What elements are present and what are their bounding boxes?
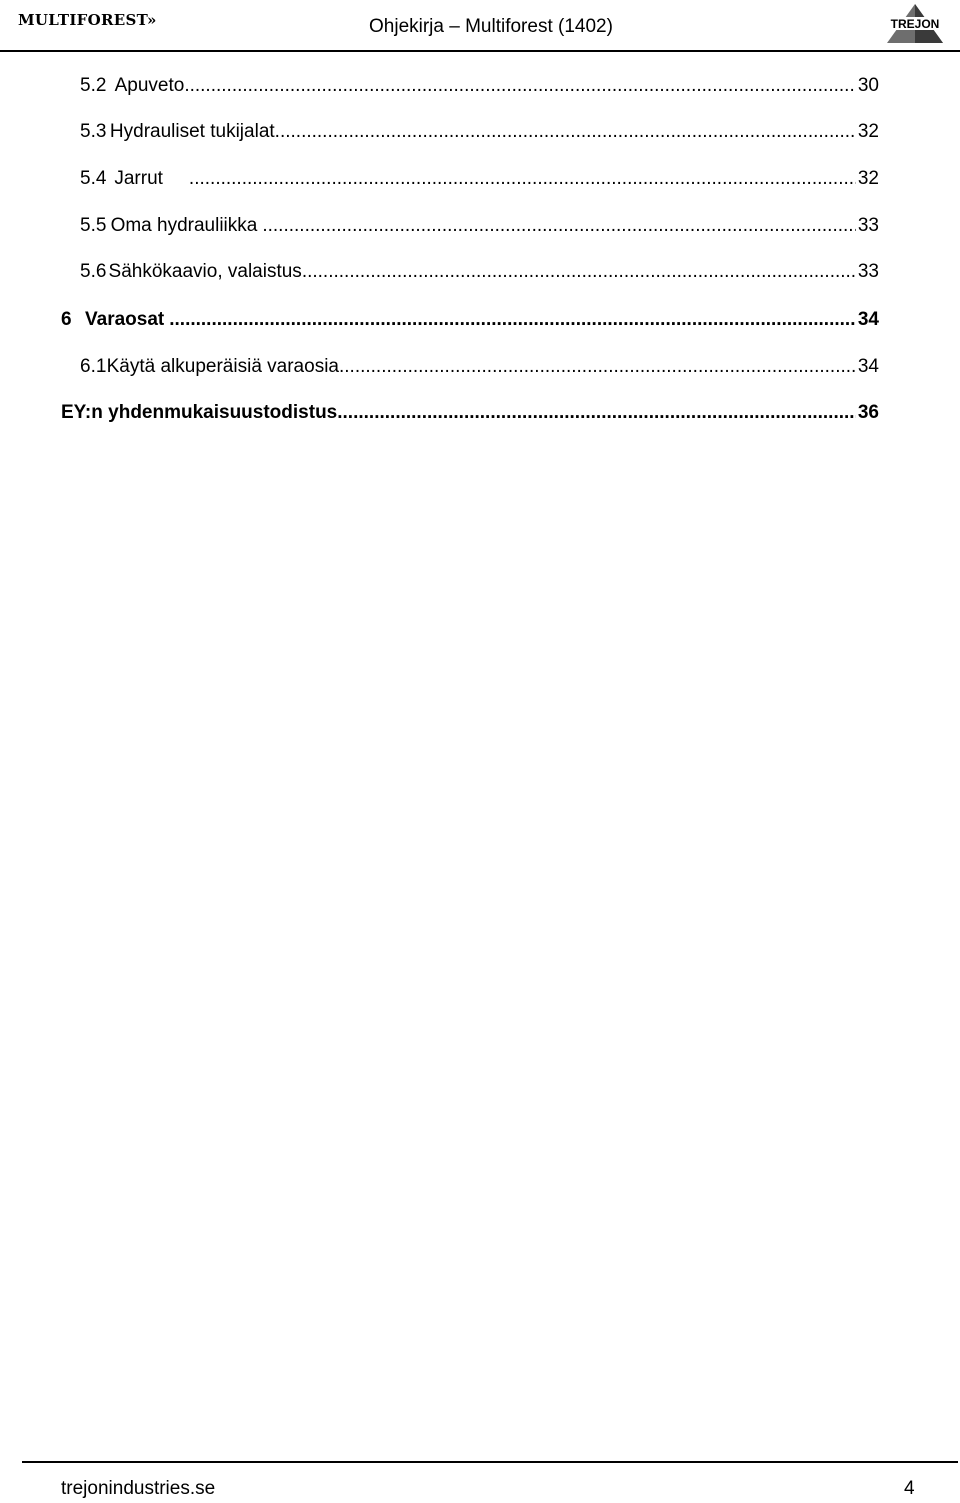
toc-leader-dots	[189, 168, 856, 190]
toc-entry-title: Hydrauliset tukijalat	[109, 121, 275, 142]
toc-entry-title: Jarrut	[114, 168, 163, 189]
multiforest-brand-logo: MULTIFOREST»	[18, 11, 157, 29]
toc-entry-title: EY:n yhdenmukaisuustodistus	[61, 402, 338, 423]
toc-leader-dots	[262, 215, 856, 237]
footer-website: trejonindustries.se	[61, 1478, 216, 1499]
toc-leader-dots	[302, 261, 856, 283]
trejon-logo	[884, 3, 946, 45]
toc-entry-title: Varaosat	[85, 309, 165, 330]
toc-entry[interactable]	[80, 215, 879, 239]
toc-entry-number: 5.2	[80, 75, 107, 96]
toc-entry-page: 36	[857, 402, 879, 423]
toc-entry[interactable]	[61, 309, 879, 333]
footer-page-number: 4	[904, 1478, 915, 1499]
toc-entry-page: 32	[857, 168, 879, 189]
toc-entry[interactable]	[80, 356, 879, 380]
toc-leader-dots	[184, 75, 856, 97]
toc-leader-dots	[275, 121, 856, 143]
toc-entry-title: Apuveto	[114, 75, 185, 96]
toc-entry-page: 33	[857, 215, 879, 236]
toc-entry-page: 33	[857, 261, 879, 282]
toc-entry[interactable]	[80, 261, 879, 285]
header-divider	[0, 50, 960, 52]
toc-entry-page: 34	[857, 356, 879, 377]
toc-entry-title: Sähkökaavio, valaistus	[108, 261, 302, 282]
toc-entry-number: 5.4	[80, 168, 107, 189]
trejon-logo-text: TREJON	[890, 17, 940, 31]
toc-entry-title: Käytä alkuperäisiä varaosia	[106, 356, 339, 377]
toc-entry-page: 32	[857, 121, 879, 142]
toc-entry-number: 5.5	[80, 215, 107, 236]
header-title: Ohjekirja – Multiforest (1402)	[369, 16, 613, 37]
toc-leader-dots	[337, 402, 856, 424]
toc-entry[interactable]	[61, 402, 879, 426]
toc-entry[interactable]	[80, 75, 879, 99]
toc-leader-dots	[169, 309, 856, 331]
toc-entry[interactable]	[80, 121, 879, 145]
toc-entry-number: 5.3	[80, 121, 107, 142]
toc-entry-page: 34	[857, 309, 879, 330]
toc-entry-page: 30	[857, 75, 879, 96]
page-header	[0, 0, 960, 52]
toc-entry-title: Oma hydrauliikka	[110, 215, 258, 236]
toc-entry-number: 6.1	[80, 356, 107, 377]
toc-leader-dots	[339, 356, 856, 378]
toc-entry-number: 6	[61, 309, 72, 330]
footer-divider	[22, 1461, 958, 1463]
toc-entry[interactable]	[80, 168, 879, 192]
toc-entry-number: 5.6	[80, 261, 107, 282]
